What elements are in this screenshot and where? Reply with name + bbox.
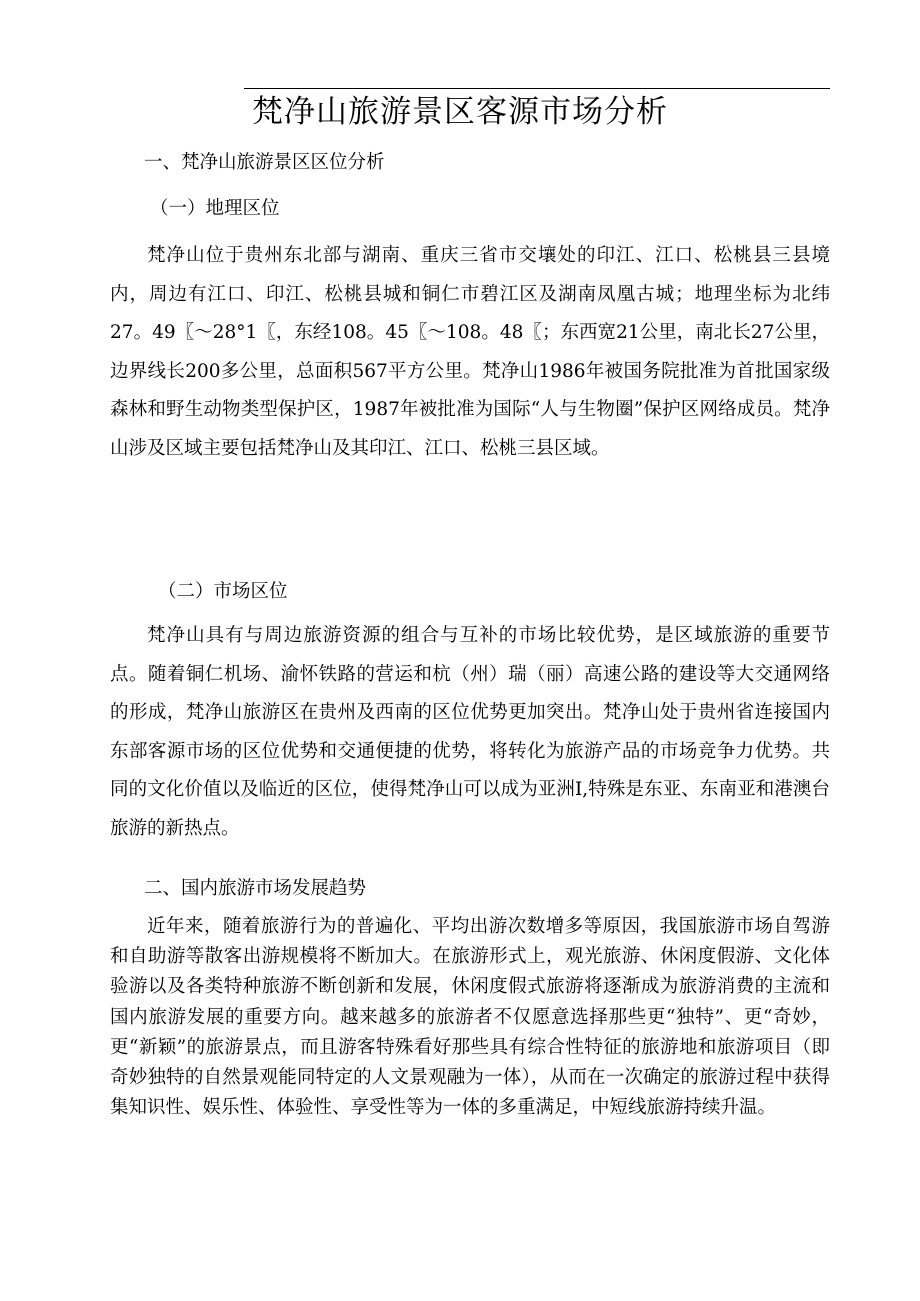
section-1-heading: 一、梵净山旅游景区区位分析 — [144, 152, 385, 173]
geographic-paragraph: 梵净山位于贵州东北部与湖南、重庆三省市交壤处的印江、江口、松桃县三县境内，周边有江口、印江、松桃县城和铜仁市碧江区及湖南凤凰古城；地理坐标为北纬27。49〖～28°1〖，东经108。45〖～108。48〖；东西宽21公里，南北长27公里，边界线长200多公里，总面积567平方公里。梵净山1986年被国务院批准为首批国家级森林和野生动物类型保护区，1987年被批准为国际“人与生物圈”保护区网络成员。梵净山涉及区域主要包括梵净山及其印江、江口、松桃三县区域。 — [110, 245, 830, 459]
subsection-market-heading: （二）市场区位 — [158, 581, 288, 602]
header-rule — [244, 88, 830, 89]
section-2-heading: 二、国内旅游市场发展趋势 — [144, 878, 367, 899]
document-title: 梵净山旅游景区客源市场分析 — [252, 94, 668, 130]
trend-paragraph: 近年来，随着旅游行为的普遍化、平均出游次数增多等原因，我国旅游市场自驾游和自助游等散客出游规模将不断加大。在旅游形式上，观光旅游、休闲度假游、文化体验游以及各类特种旅游不断创新和发展，休闲度假式旅游将逐渐成为旅游消费的主流和国内旅游发展的重要方向。越来越多的旅游者不仅愿意选择那些更“独特”、更“奇妙，更“新颖”的旅游景点，而且游客特殊看好那些具有综合性特征的旅游地和旅游项目（即奇妙独特的自然景观能同特定的人文景观融为一体），从而在一次确定的旅游过程中获得集知识性、娱乐性、体验性、享受性等为一体的多重满足，中短线旅游持续升温。 — [110, 916, 830, 1119]
market-paragraph: 梵净山具有与周边旅游资源的组合与互补的市场比较优势，是区域旅游的重要节点。随着铜仁机场、渝怀铁路的营运和杭（州）瑞（丽）高速公路的建设等大交通网络的形成，梵净山旅游区在贵州及西南的区位优势更加突出。梵净山处于贵州省连接国内东部客源市场的区位优势和交通便捷的优势，将转化为旅游产品的市场竞争力优势。共同的文化价值以及临近的区位，使得梵净山可以成为亚洲I,特殊是东亚、东南亚和港澳台旅游的新热点。 — [110, 625, 830, 839]
subsection-geographic-heading: （一）地理区位 — [150, 198, 280, 219]
